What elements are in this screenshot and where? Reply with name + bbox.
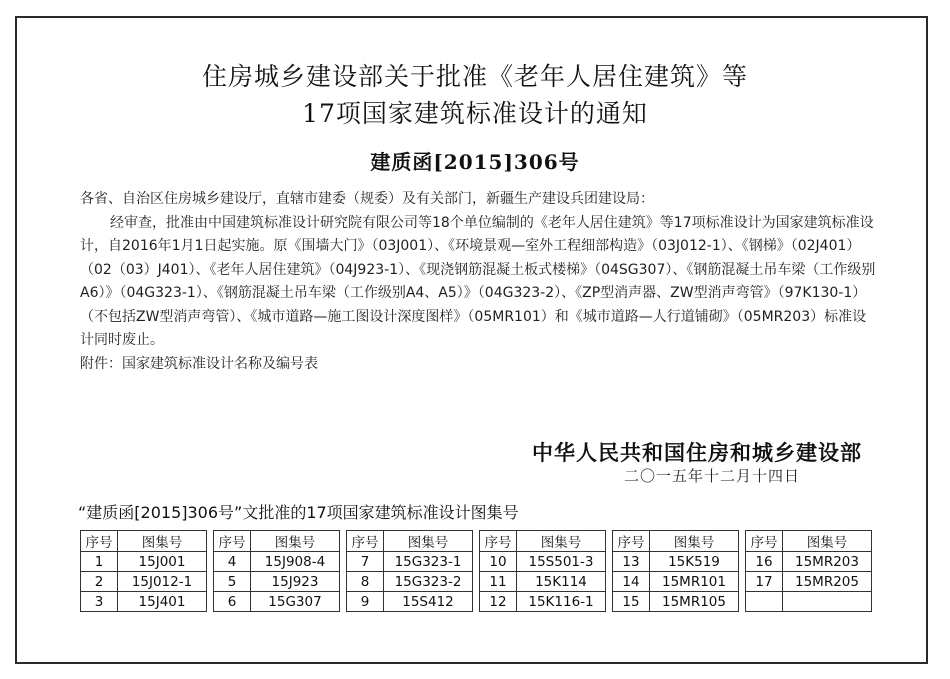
cell-no: 11 <box>480 572 517 592</box>
cell-no: 1 <box>81 552 118 572</box>
document-number: 建质函[2015]306号 <box>370 150 580 174</box>
cell-no: 14 <box>613 572 650 592</box>
cell-code: 15G307 <box>251 592 340 612</box>
header-no: 序号 <box>746 531 783 552</box>
cell-no: 3 <box>81 592 118 612</box>
header-no: 序号 <box>214 531 251 552</box>
salutation: 各省、自治区住房城乡建设厅，直辖市建委（规委）及有关部门，新疆生产建设兵团建设局： <box>80 191 654 207</box>
header-code: 图集号 <box>251 531 340 552</box>
cell-no: 15 <box>613 592 650 612</box>
table-row <box>81 572 872 592</box>
cell-no: 7 <box>347 552 384 572</box>
cell-no: 5 <box>214 572 251 592</box>
header-code: 图集号 <box>783 531 872 552</box>
cell-code: 15J908-4 <box>251 552 340 572</box>
cell-code: 15MR101 <box>650 572 739 592</box>
cell-code: 15J401 <box>118 592 207 612</box>
header-no: 序号 <box>613 531 650 552</box>
cell-code: 15G323-2 <box>384 572 473 592</box>
cell-no: 10 <box>480 552 517 572</box>
cell-code: 15MR203 <box>783 552 872 572</box>
cell-no: 16 <box>746 552 783 572</box>
cell-no: 2 <box>81 572 118 592</box>
header-code: 图集号 <box>384 531 473 552</box>
cell-code: 15J001 <box>118 552 207 572</box>
notice-title-line-2: 17项国家建筑标准设计的通知 <box>302 99 648 128</box>
issue-date: 二〇一五年十二月十四日 <box>623 467 800 485</box>
cell-code: 15MR205 <box>783 572 872 592</box>
cell-no: 8 <box>347 572 384 592</box>
notice-title-line-1: 住房城乡建设部关于批准《老年人居住建筑》等 <box>201 62 748 91</box>
cell-code: 15J923 <box>251 572 340 592</box>
cell-code: 15S501-3 <box>517 552 606 572</box>
cell-code <box>783 592 872 612</box>
header-no: 序号 <box>347 531 384 552</box>
attachment-note: 附件：国家建筑标准设计名称及编号表 <box>80 355 318 372</box>
header-no: 序号 <box>480 531 517 552</box>
cell-no: 9 <box>347 592 384 612</box>
header-code: 图集号 <box>517 531 606 552</box>
cell-no: 4 <box>214 552 251 572</box>
cell-code: 15K114 <box>517 572 606 592</box>
table-header-row <box>81 531 872 552</box>
cell-no: 12 <box>480 592 517 612</box>
table-row <box>81 592 872 612</box>
header-code: 图集号 <box>118 531 207 552</box>
cell-code: 15J012-1 <box>118 572 207 592</box>
table-caption: “建质函[2015]306号”文批准的17项国家建筑标准设计图集号 <box>78 503 519 522</box>
table-row <box>81 552 872 572</box>
notice-body <box>80 188 880 376</box>
cell-no <box>746 592 783 612</box>
standard-sets-table <box>80 530 872 612</box>
cell-code: 15MR105 <box>650 592 739 612</box>
cell-no: 17 <box>746 572 783 592</box>
issuer-name: 中华人民共和国住房和城乡建设部 <box>532 441 862 465</box>
header-no: 序号 <box>81 531 118 552</box>
cell-code: 15S412 <box>384 592 473 612</box>
cell-code: 15G323-1 <box>384 552 473 572</box>
header-code: 图集号 <box>650 531 739 552</box>
cell-no: 13 <box>613 552 650 572</box>
cell-no: 6 <box>214 592 251 612</box>
body-paragraph: 经审查，批准由中国建筑标准设计研究院有限公司等18个单位编制的《老年人居住建筑》等17项标准设计为国家建筑标准设计，自2016年1月1日起实施。原《围墙大门》（03J001）、《环境景观—室外工程细部构造》（03J012-1）、《钢梯》（02J401）（02（03）J401）、《老年人居住建筑》（04J923-1）、《现浇钢筋混凝土板式楼梯》（04SG307）、《钢筋混凝土吊车梁（工作级别A6）》（04G323-1）、《钢筋混凝土吊车梁（工作级别A4、A5）》（04G323-2）、《ZP型消声器、ZW型消声弯管》（97K130-1）（不包括ZW型消声弯管）、《城市道路—施工图设计深度图样》（05MR101）和《城市道路—人行道铺砌》（05MR203）标准设计同时废止。 <box>80 214 876 348</box>
cell-code: 15K116-1 <box>517 592 606 612</box>
cell-code: 15K519 <box>650 552 739 572</box>
